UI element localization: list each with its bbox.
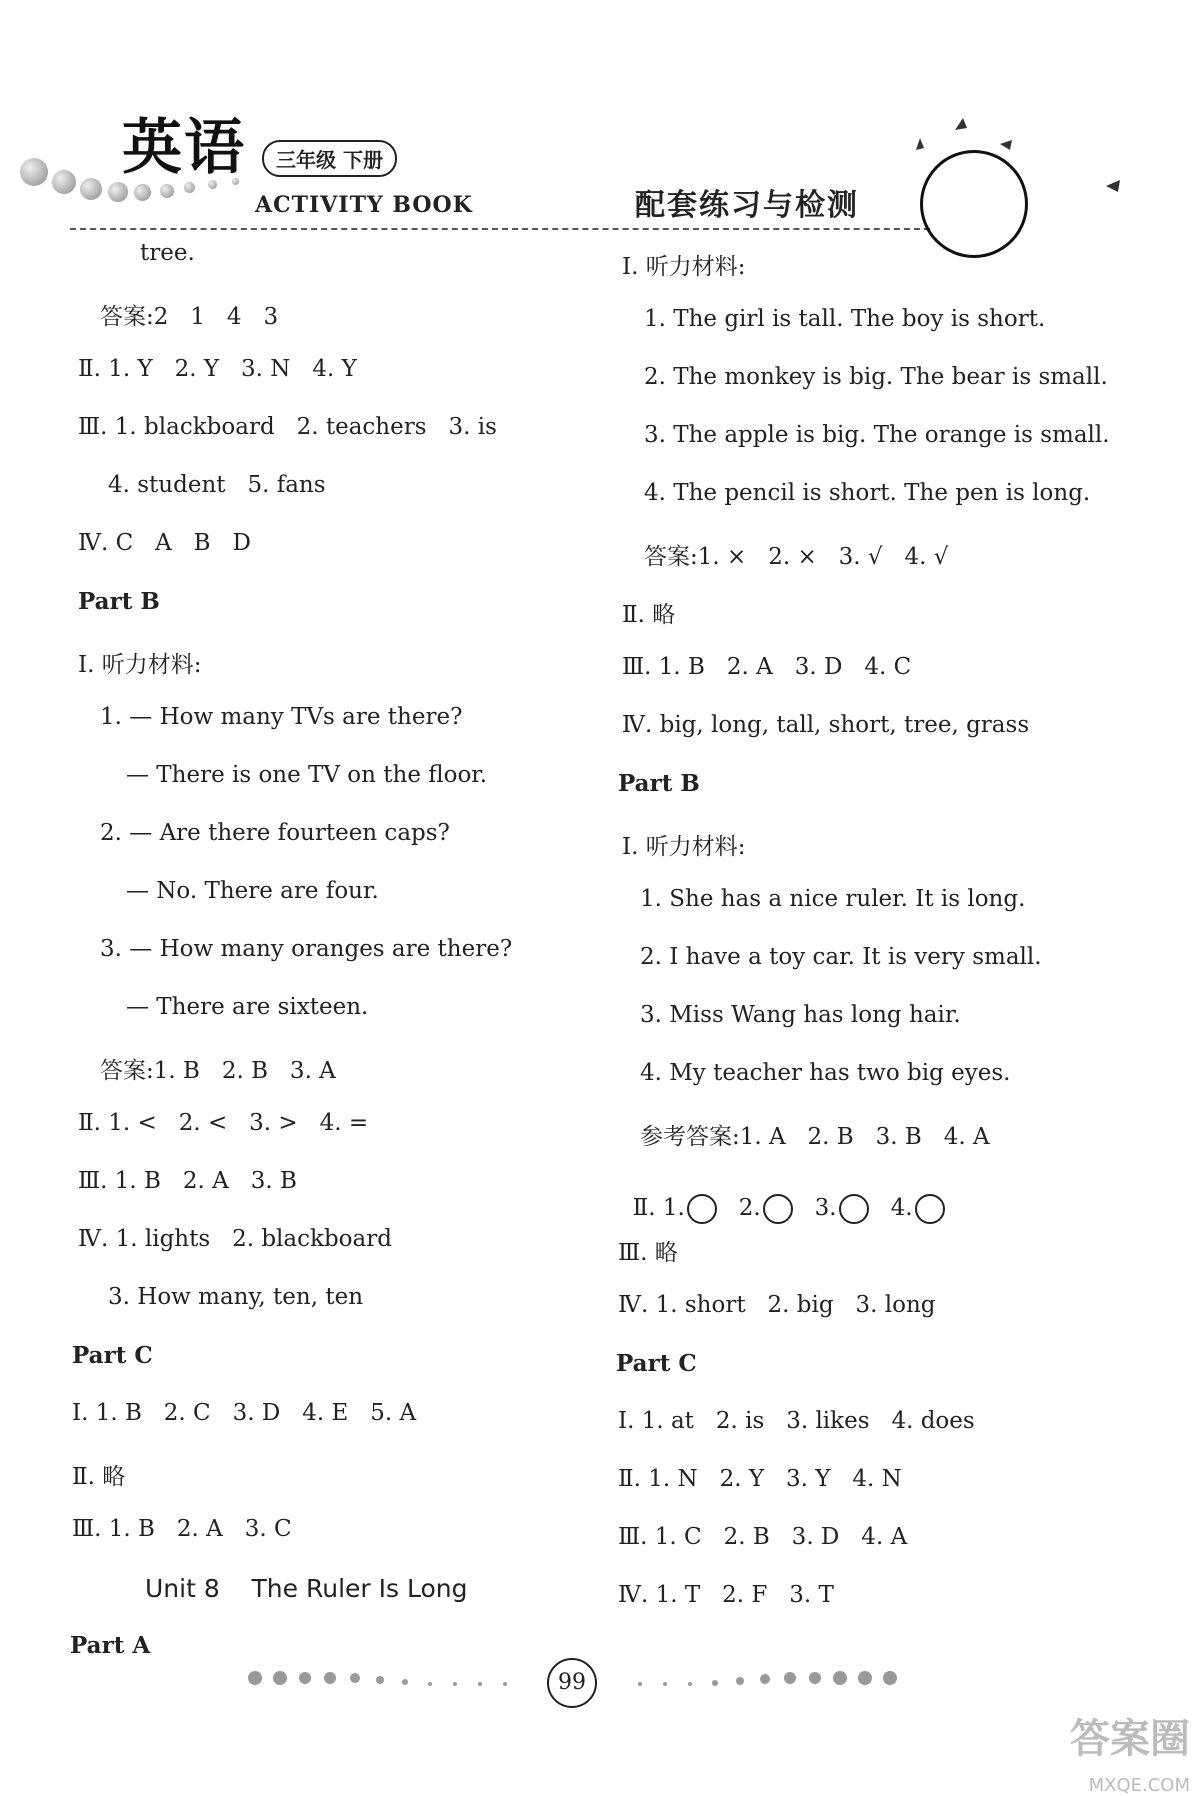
answer-line: Ⅰ. 听力材料: xyxy=(622,834,746,860)
answer-line: Ⅳ. 1. short 2. big 3. long xyxy=(618,1292,936,1318)
answer-line: Ⅰ. 听力材料: xyxy=(622,254,746,280)
answer-line: 3. How many, ten, ten xyxy=(108,1284,364,1310)
answer-line: 答案:1. × 2. × 3. √ 4. √ xyxy=(644,544,949,570)
answer-line: 参考答案:1. A 2. B 3. B 4. A xyxy=(640,1124,990,1150)
decor-dot xyxy=(80,178,102,200)
answer-line: Ⅱ. 略 xyxy=(622,602,676,628)
answer-line: 2. I have a toy car. It is very small. xyxy=(640,944,1042,970)
answer-line: 1. The girl is tall. The boy is short. xyxy=(644,306,1046,332)
answer-line: 4. My teacher has two big eyes. xyxy=(640,1060,1011,1086)
answer-line: 3. — How many oranges are there? xyxy=(100,936,513,962)
answer-line: Ⅱ. 1. N 2. Y 3. Y 4. N xyxy=(618,1466,902,1492)
answer-line: Ⅲ. 1. B 2. A 3. C xyxy=(72,1516,292,1542)
answer-line: Part B xyxy=(618,770,700,797)
decor-dot xyxy=(160,184,174,198)
face-label: 4. xyxy=(890,1195,913,1221)
watermark-url: MXQE.COM xyxy=(1088,1775,1190,1796)
answer-line: Ⅲ. 略 xyxy=(618,1240,678,1266)
smile-face-icon xyxy=(763,1194,793,1224)
header-divider xyxy=(70,228,930,230)
page-footer xyxy=(0,1650,1202,1710)
answer-line: Part B xyxy=(78,588,160,615)
answer-line: 4. The pencil is short. The pen is long. xyxy=(644,480,1091,506)
answer-line: Ⅳ. 1. lights 2. blackboard xyxy=(78,1226,392,1252)
answer-line: Unit 8 The Ruler Is Long xyxy=(145,1574,468,1603)
answer-line: 3. Miss Wang has long hair. xyxy=(640,1002,961,1028)
answer-line: 答案:2 1 4 3 xyxy=(100,304,279,330)
sad-face-icon xyxy=(839,1194,869,1224)
faces-prefix: Ⅱ. xyxy=(632,1195,663,1221)
answer-line: Ⅱ. 1. < 2. < 3. > 4. = xyxy=(78,1110,369,1136)
face-label: 1. xyxy=(662,1195,685,1221)
footer-dots-icon xyxy=(0,1650,1202,1710)
decor-arrows-icon xyxy=(900,100,1140,240)
decor-dot xyxy=(134,184,151,201)
page-number: 99 xyxy=(547,1658,597,1708)
faces-answer-row xyxy=(618,1168,945,1224)
answer-line: Ⅱ. 略 xyxy=(72,1464,126,1490)
answer-line: Ⅰ. 1. at 2. is 3. likes 4. does xyxy=(618,1408,975,1434)
answer-line: Ⅰ. 听力材料: xyxy=(78,652,202,678)
answer-line: 3. The apple is big. The orange is small. xyxy=(644,422,1110,448)
activity-book-label: ACTIVITY BOOK xyxy=(255,192,473,218)
answer-line: Ⅲ. 1. B 2. A 3. D 4. C xyxy=(622,654,912,680)
sad-face-icon xyxy=(915,1194,945,1224)
answer-line: 1. — How many TVs are there? xyxy=(100,704,463,730)
answer-line: Ⅳ. 1. T 2. F 3. T xyxy=(618,1582,834,1608)
answer-line: Ⅲ. 1. C 2. B 3. D 4. A xyxy=(618,1524,908,1550)
decor-dot xyxy=(20,158,48,186)
answer-line: tree. xyxy=(140,240,195,266)
answer-line: Part C xyxy=(616,1350,697,1377)
answer-line: Ⅳ. big, long, tall, short, tree, grass xyxy=(622,712,1030,738)
answer-line: 1. She has a nice ruler. It is long. xyxy=(640,886,1026,912)
face-label: 2. xyxy=(738,1195,761,1221)
answer-line: — There are sixteen. xyxy=(126,994,369,1020)
book-subtitle: 配套练习与检测 xyxy=(635,188,859,223)
answer-line: Ⅱ. 1. Y 2. Y 3. N 4. Y xyxy=(78,356,357,382)
decor-dot xyxy=(52,170,76,194)
answer-line: Ⅰ. 1. B 2. C 3. D 4. E 5. A xyxy=(72,1400,417,1426)
answer-line: — There is one TV on the floor. xyxy=(126,762,488,788)
answer-line: Part C xyxy=(72,1342,153,1369)
grade-badge: 三年级 下册 xyxy=(262,140,397,177)
answer-line: 4. student 5. fans xyxy=(108,472,326,498)
answer-line: Ⅳ. C A B D xyxy=(78,530,251,556)
smile-face-icon xyxy=(687,1194,717,1224)
watermark-logo: 答案圈 xyxy=(1070,1716,1190,1762)
face-label: 3. xyxy=(814,1195,837,1221)
answer-line: Ⅲ. 1. B 2. A 3. B xyxy=(78,1168,297,1194)
answer-line: 2. — Are there fourteen caps? xyxy=(100,820,450,846)
answer-line: Ⅲ. 1. blackboard 2. teachers 3. is xyxy=(78,414,497,440)
book-title: 英语 xyxy=(122,113,246,183)
answer-line: — No. There are four. xyxy=(126,878,379,904)
answer-line: Part A xyxy=(70,1632,151,1659)
page-header xyxy=(0,0,1202,250)
answer-line: 答案:1. B 2. B 3. A xyxy=(100,1058,336,1084)
answer-line: 2. The monkey is big. The bear is small. xyxy=(644,364,1108,390)
